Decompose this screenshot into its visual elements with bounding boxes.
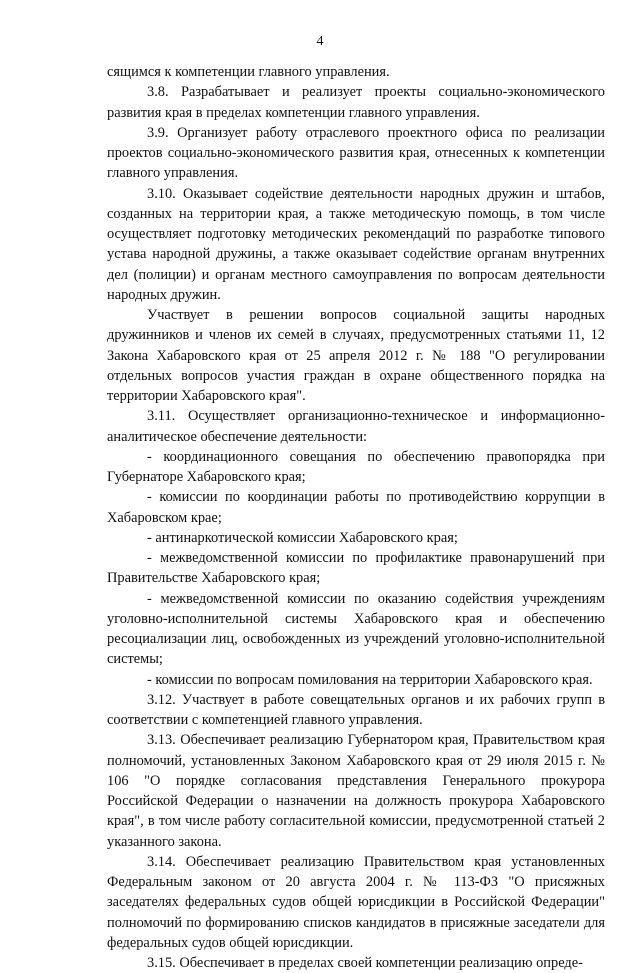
list-item-anticorruption-commission: - комиссии по координации работы по противодействию коррупции в Хабаровском крае; [107,489,605,526]
paragraph-3-9: 3.9. Организует работу отраслевого проектного офиса по реализации проектов социально-экономического развития края, отнесенных к компетенции главного управления. [107,124,605,182]
paragraph-3-10: 3.10. Оказывает содействие деятельности народных дружин и штабов, созданных на территории края, а также методическую помощь, в том числе осуществляет подготовку методических рекомендаций по разработке типового устава народной дружины, а также оказывает содействие органам внутренних дел (полиции) и органам местного самоуправления по вопросам деятельности народных дружин. [107,185,605,303]
paragraph-3-12: 3.12. Участвует в работе совещательных органов и их рабочих групп в соответствии с компетенцией главного управления. [107,691,605,728]
list-item-offense-prevention-commission: - межведомственной комиссии по профилактике правонарушений при Правительстве Хабаровского края; [107,550,605,587]
paragraph-3-13: 3.13. Обеспечивает реализацию Губернатором края, Правительством края полномочий, установленных Законом Хабаровского края от 29 июля 2015 г. № 106 "О порядке согласования представления Генерального прокурора Российской Федерации о назначении на должность прокурора Хабаровского края", в том числе работу согласительной комиссии, предусмотренной статьей 2 указанного закона. [107,732,605,850]
list-item-coordination-meeting: - координационного совещания по обеспечению правопорядка при Губернаторе Хабаровского края; [107,448,605,485]
paragraph-social-protection: Участвует в решении вопросов социальной защиты народных дружинников и членов их семей в случаях, предусмотренных статьями 11, 12 Закона Хабаровского края от 25 апреля 2012 г. № 188 "О регулировании отдельных вопросов участия граждан в охране общественного порядка на территории Хабаровского края". [107,307,605,404]
document-body [107,62,605,973]
paragraph-3-14: 3.14. Обеспечивает реализацию Правительством края установленных Федеральным законом от 20 августа 2004 г. № 113-ФЗ "О присяжных заседателях федеральных судов общей юрисдикции в Российской Федерации" полномочий по формированию списков кандидатов в присяжные заседатели для федеральных судов общей юрисдикции. [107,853,605,951]
list-item-penal-system-commission: - межведомственной комиссии по оказанию содействия учреждениям уголовно-исполнительной системы Хабаровского края и обеспечению ресоциализации лиц, освобожденных из учреждений уголовно-исполнительной системы; [107,590,605,668]
page-number: 4 [316,34,324,49]
list-item-antidrug-commission: - антинаркотической комиссии Хабаровского края; [147,529,458,546]
paragraph-3-8: 3.8. Разрабатывает и реализует проекты социально-экономического развития края в пределах компетенции главного управления. [107,84,605,121]
list-item-pardon-commission: - комиссии по вопросам помилования на территории Хабаровского края. [147,671,593,688]
paragraph-3-15: 3.15. Обеспечивает в пределах своей компетенции реализацию опреде- [147,955,583,971]
paragraph-3-11: 3.11. Осуществляет организационно-техническое и информационно-аналитическое обеспечение деятельности: [107,408,605,445]
paragraph-continuation: сящимся к компетенции главного управления. [107,64,390,80]
